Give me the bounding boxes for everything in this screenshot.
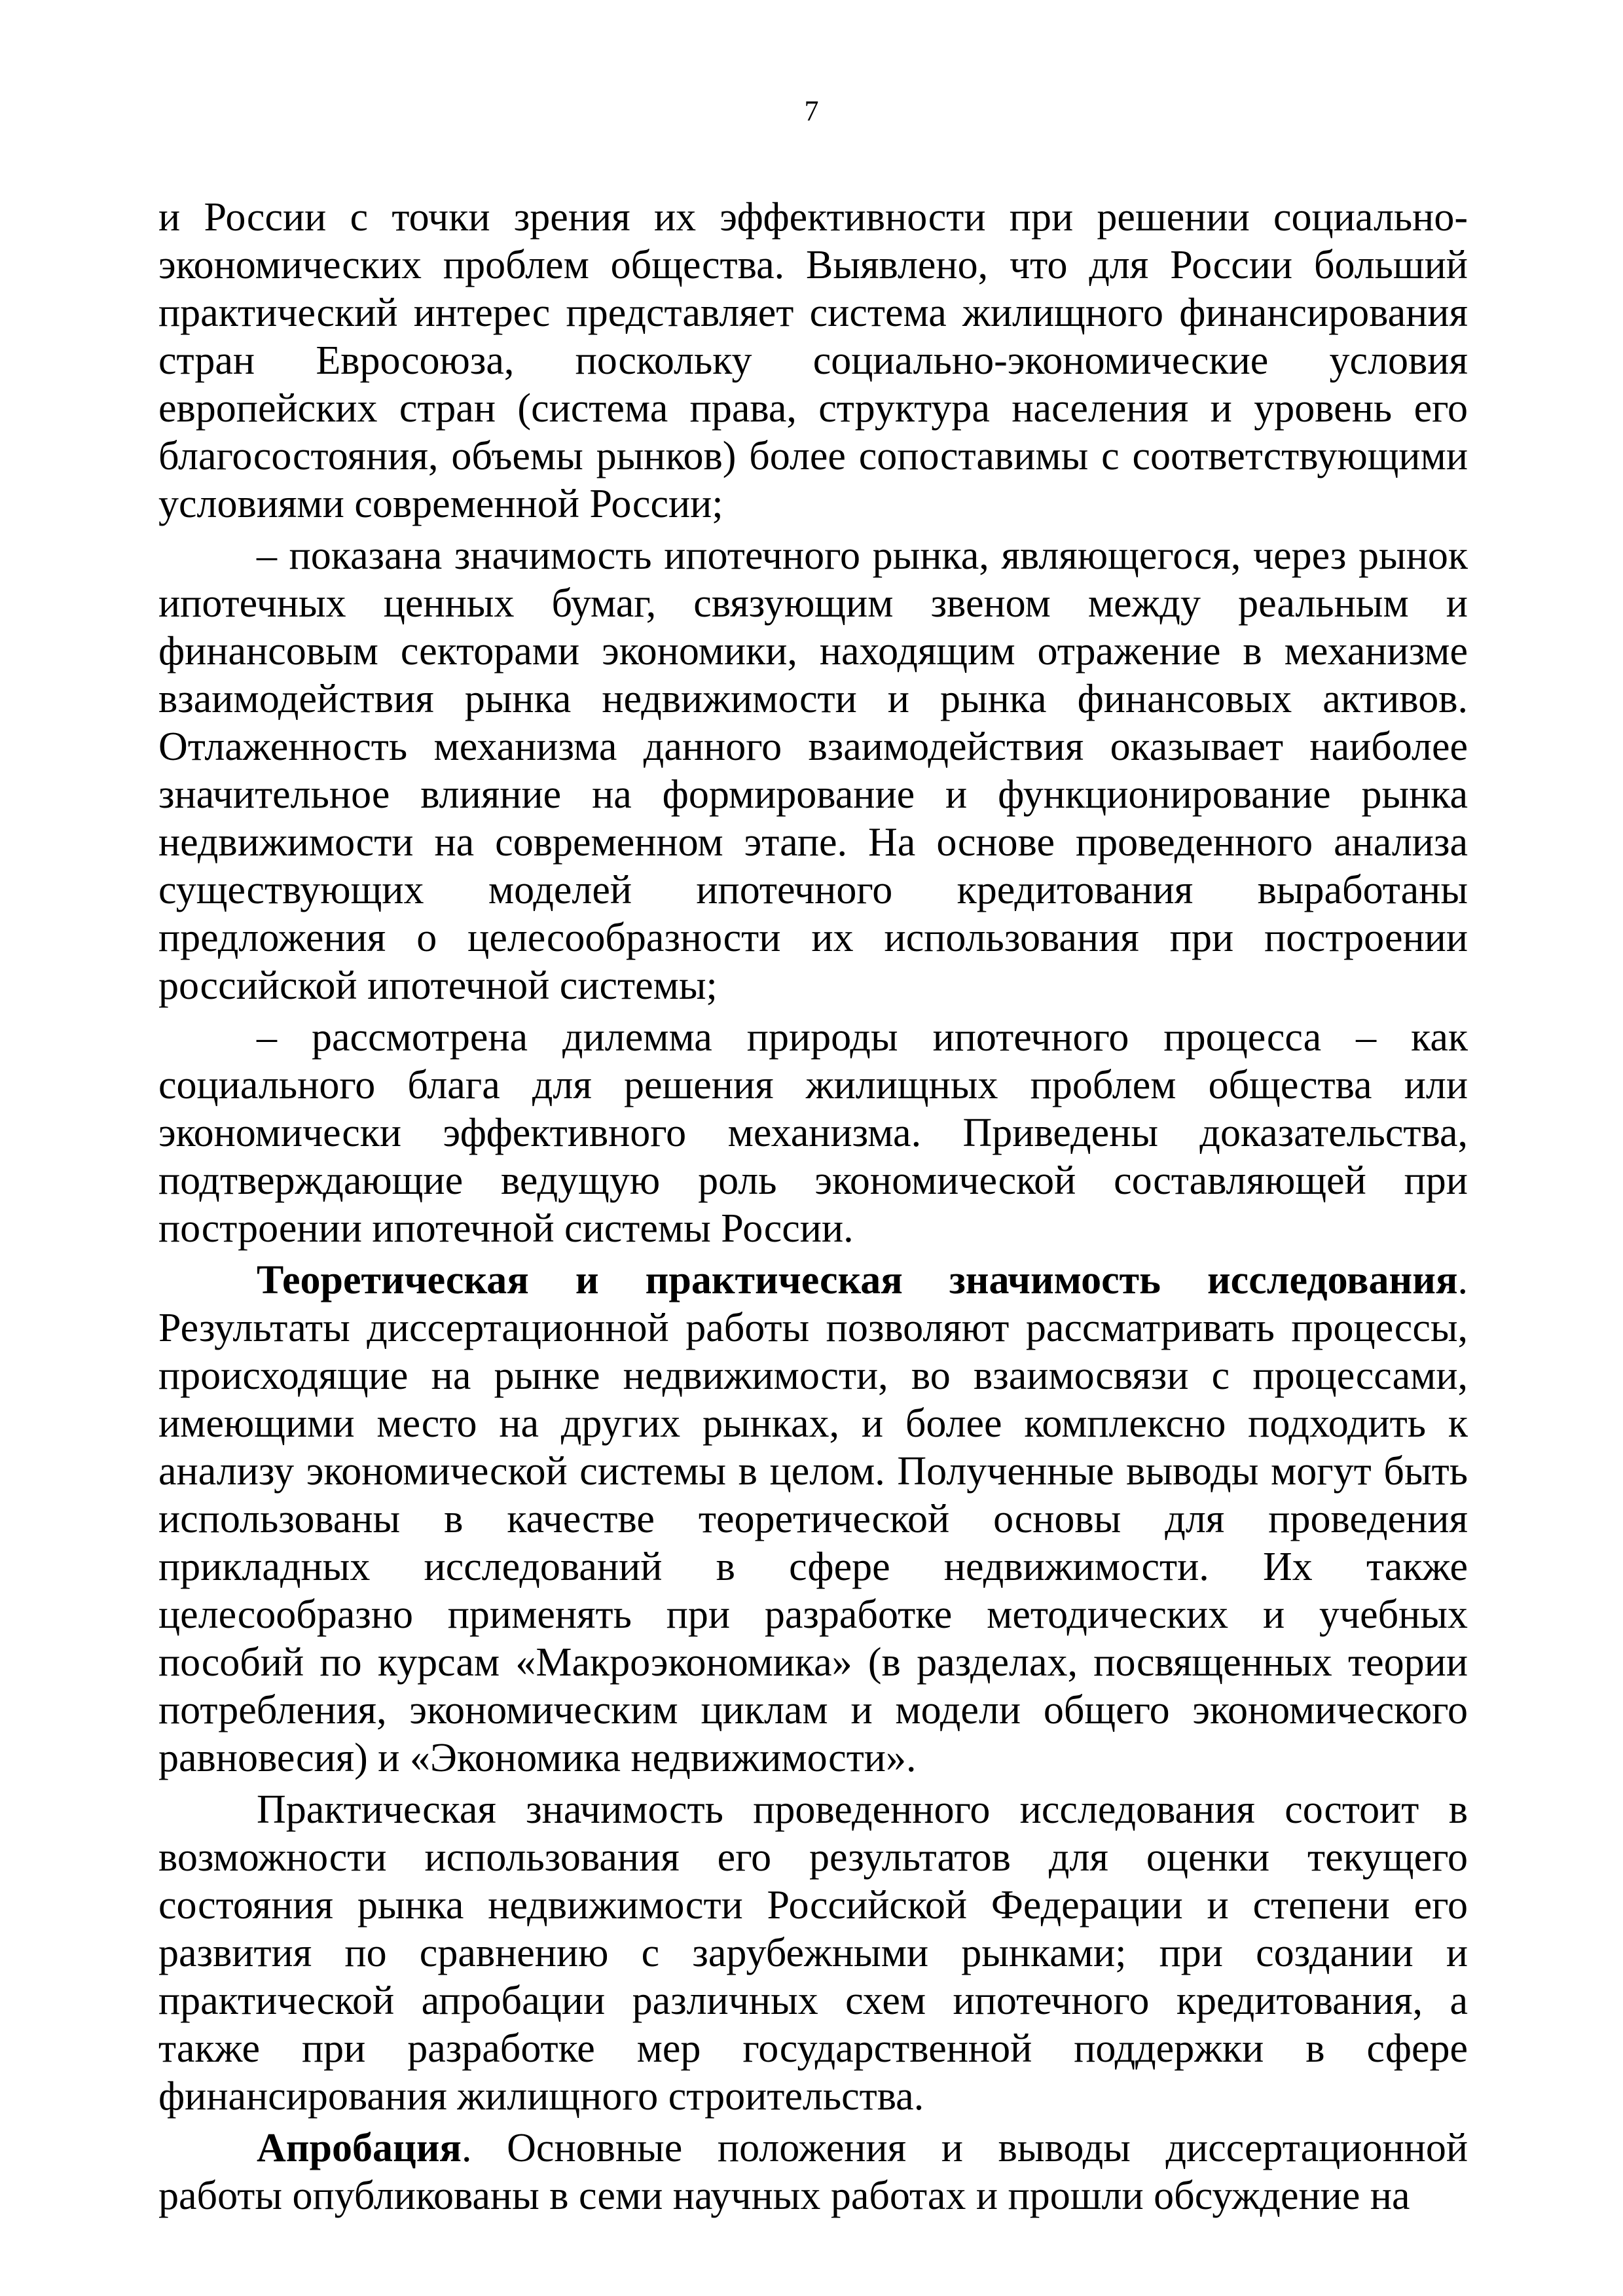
approbation-heading: Апробация: [257, 2126, 462, 2170]
paragraph-theoretical-significance: [158, 1257, 1468, 1782]
approbation-text: . Основные положения и выводы диссертационной работы опубликованы в семи научных работах и прошли обсуждение на: [158, 2126, 1468, 2218]
paragraph-practical-significance: Практическая значимость проведенного исследования состоит в возможности использования его результатов для оценки текущего состояния рынка недвижимости Российской Федерации и степени его развития по сравнению с зарубежными рынками; при создании и практической апробации различных схем ипотечного кредитования, а также при разработке мер государственной поддержки в сфере финансирования жилищного строительства.: [158, 1787, 1468, 2119]
paragraph-mortgage-market-significance: – показана значимость ипотечного рынка, являющегося, через рынок ипотечных ценных бумаг, связующим звеном между реальным и финансовым секторами экономики, находящим отражение в механизме взаимодействия рынка недвижимости и рынка финансовых активов. Отлаженность механизма данного взаимодействия оказывает наиболее значительное влияние на формирование и функционирование рынка недвижимости на современном этапе. На основе проведенного анализа существующих моделей ипотечного кредитования выработаны предложения о целесообразности их использования при построении российской ипотечной системы;: [158, 533, 1468, 1008]
paragraph-mortgage-dilemma: – рассмотрена дилемма природы ипотечного процесса – как социального блага для решения жилищных проблем общества или экономически эффективного механизма. Приведены доказательства, подтверждающие ведущую роль экономической составляющей при построении ипотечной системы России.: [158, 1015, 1468, 1251]
document-body: [158, 194, 1468, 2220]
paragraph-comparison-conclusion: и России с точки зрения их эффективности при решении социально-экономических проблем общества. Выявлено, что для России больший практический интерес представляет система жилищного финансирования стран Евросоюза, поскольку социально-экономические условия европейских стран (система права, структура населения и уровень его благосостояния, объемы рынков) более сопоставимы с соответствующими условиями современной России;: [158, 195, 1468, 526]
theoretical-significance-heading: Теоретическая и практическая значимость исследования: [257, 1258, 1458, 1302]
page-number: 7: [804, 95, 819, 127]
paragraph-approbation: [158, 2125, 1468, 2220]
theoretical-significance-text: . Результаты диссертационной работы позволяют рассматривать процессы, происходящие на рынке недвижимости, во взаимосвязи с процессами, имеющими место на других рынках, и более комплексно подходить к анализу экономической системы в целом. Полученные выводы могут быть использованы в качестве теоретической основы для проведения прикладных исследований в сфере недвижимости. Их также целесообразно применять при разработке методических и учебных пособий по курсам «Макроэкономика» (в разделах, посвященных теории потребления, экономическим циклам и модели общего экономического равновесия) и «Экономика недвижимости».: [158, 1258, 1468, 1780]
